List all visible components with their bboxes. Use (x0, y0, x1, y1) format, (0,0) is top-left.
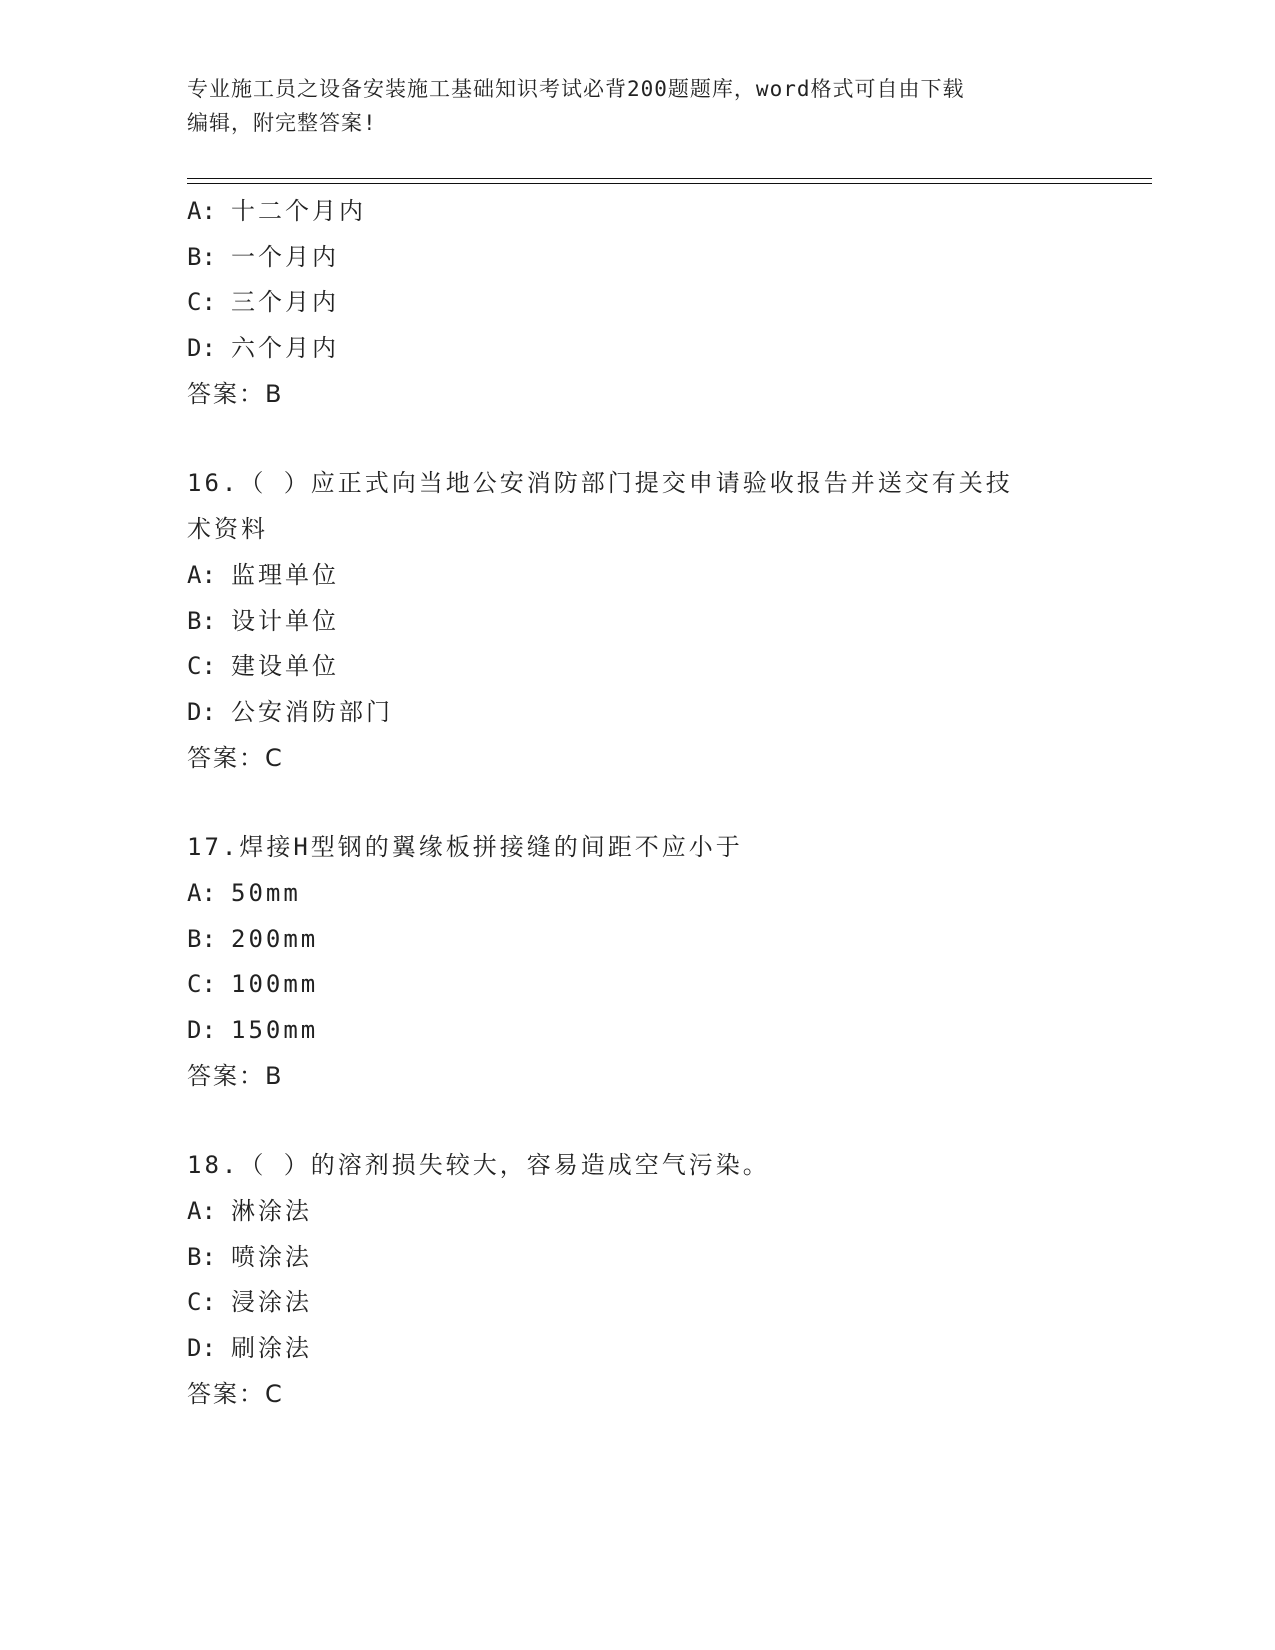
option-text: 公安消防部门 (231, 697, 393, 726)
question-stem-continued: 术资料 (187, 515, 268, 544)
option-row (187, 280, 1087, 326)
option-letter: B: (187, 924, 216, 953)
option-row (187, 1008, 1087, 1054)
answer-row (187, 372, 1087, 418)
option-text: 浸涂法 (231, 1288, 312, 1317)
answer-row (187, 1372, 1087, 1418)
header-line-1: 专业施工员之设备安装施工基础知识考试必背200题题库，word格式可自由下载 (187, 77, 965, 101)
option-letter: C: (187, 288, 216, 317)
option-text: 100mm (231, 970, 319, 999)
option-text: 喷涂法 (231, 1242, 312, 1271)
option-row (187, 644, 1087, 690)
option-text: 刷涂法 (231, 1334, 312, 1363)
question-block-18 (187, 1143, 1087, 1417)
answer-value: B (265, 1061, 285, 1090)
option-letter: D: (187, 1016, 216, 1044)
option-text: 一个月内 (231, 242, 339, 271)
option-letter: C: (187, 1288, 216, 1317)
option-row (187, 326, 1087, 372)
option-row (187, 1189, 1087, 1235)
option-row (187, 962, 1087, 1008)
option-letter: B: (187, 242, 216, 271)
option-letter: A: (187, 878, 216, 907)
header-divider-top (187, 178, 1152, 179)
option-row (187, 553, 1087, 599)
option-letter: C: (187, 652, 216, 681)
option-row (187, 1280, 1087, 1326)
option-row (187, 235, 1087, 281)
option-letter: D: (187, 334, 216, 363)
question-stem: 17.焊接H型钢的翼缘板拼接缝的间距不应小于 (187, 833, 743, 862)
option-text: 六个月内 (231, 334, 339, 363)
answer-label: 答案： (187, 1379, 265, 1408)
option-row (187, 690, 1087, 736)
answer-value: C (265, 1379, 285, 1408)
answer-label: 答案： (187, 743, 265, 772)
document-header (187, 72, 1067, 140)
option-row (187, 871, 1087, 917)
header-divider-bottom (187, 183, 1152, 184)
option-text: 200mm (231, 924, 319, 953)
answer-label: 答案： (187, 1061, 265, 1090)
option-row (187, 599, 1087, 645)
question-stem: 18.（ ）的溶剂损失较大，容易造成空气污染。 (187, 1151, 770, 1180)
option-text: 监理单位 (231, 560, 339, 589)
question-stem: 16.（ ）应正式向当地公安消防部门提交申请验收报告并送交有关技 (187, 469, 1013, 498)
option-text: 淋涂法 (231, 1197, 312, 1226)
option-row (187, 1235, 1087, 1281)
option-letter: A: (187, 197, 216, 225)
option-letter: B: (187, 606, 216, 635)
option-letter: D: (187, 697, 216, 726)
option-row (187, 917, 1087, 963)
option-text: 三个月内 (231, 288, 339, 317)
option-letter: A: (187, 560, 216, 589)
question-block-17 (187, 825, 1087, 1099)
answer-label: 答案： (187, 379, 265, 408)
answer-row (187, 1054, 1087, 1100)
option-letter: D: (187, 1334, 216, 1363)
answer-value: B (265, 379, 285, 408)
option-letter: C: (187, 970, 216, 999)
option-row (187, 189, 1087, 235)
answer-row (187, 736, 1087, 782)
option-letter: B: (187, 1242, 216, 1271)
option-text: 设计单位 (231, 606, 339, 635)
option-text: 50mm (231, 878, 301, 907)
option-text: 建设单位 (231, 652, 339, 681)
question-list (187, 189, 1087, 1418)
answer-value: C (265, 743, 285, 772)
option-letter: A: (187, 1197, 216, 1226)
option-text: 十二个月内 (231, 197, 366, 225)
question-block-partial (187, 189, 1087, 417)
option-text: 150mm (231, 1016, 319, 1044)
header-line-2: 编辑，附完整答案! (187, 111, 377, 135)
question-block-16 (187, 461, 1087, 781)
option-row (187, 1326, 1087, 1372)
